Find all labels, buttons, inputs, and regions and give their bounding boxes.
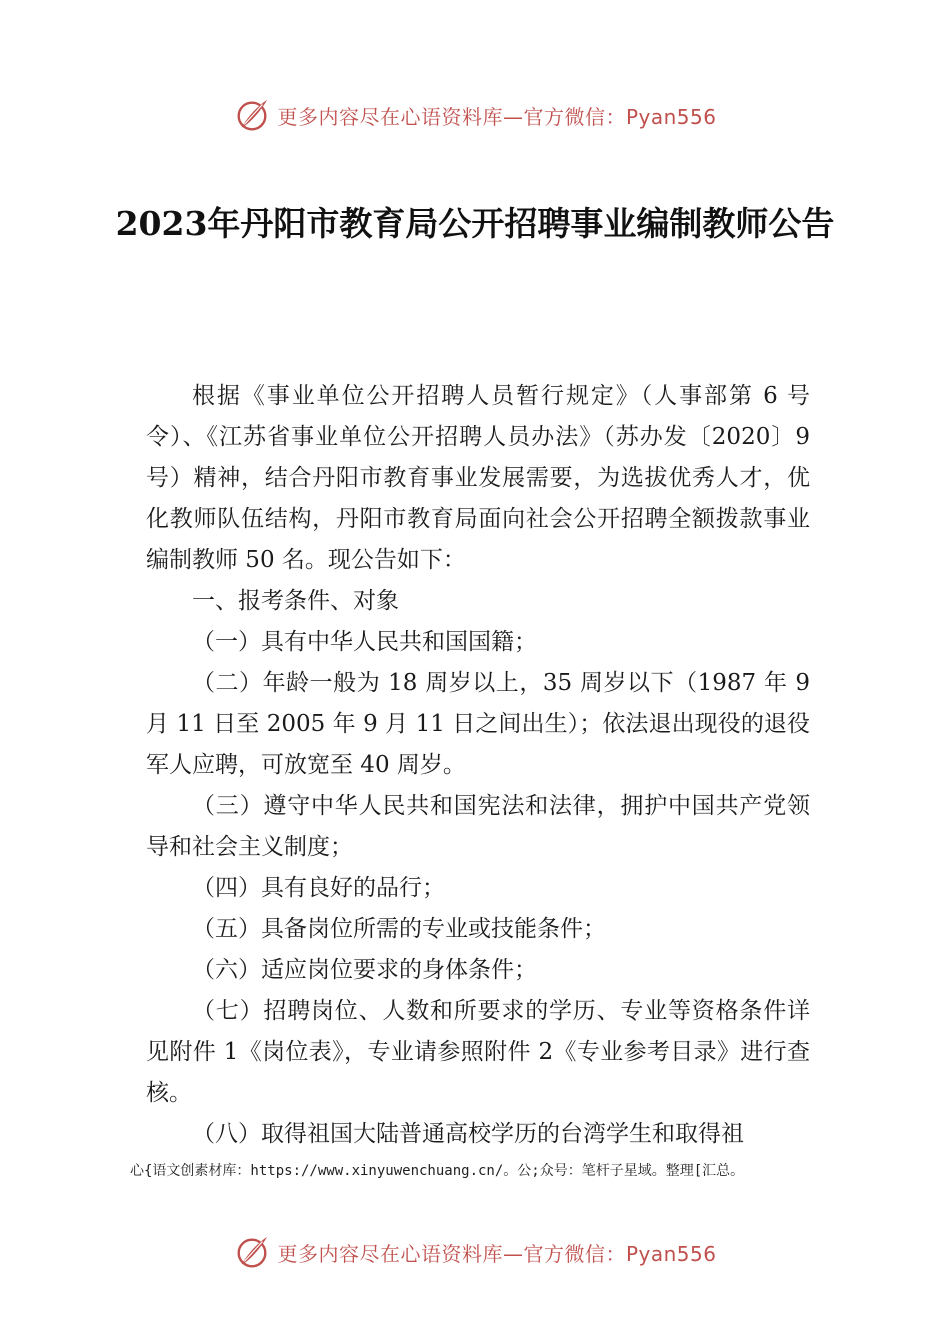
condition-item: （四）具有良好的品行； bbox=[192, 875, 445, 901]
banner-text: 更多内容尽在心语资料库—官方微信：Pyan556 bbox=[277, 1241, 717, 1266]
footer-note: 心{语文创素材库：https://www.xinyuwenchuang.cn/。公;众号：笔杆子星域。整理[汇总。 bbox=[130, 1163, 745, 1179]
document-title: 2023年丹阳市教育局公开招聘事业编制教师公告 bbox=[115, 204, 835, 243]
top-banner bbox=[0, 95, 950, 135]
banner-text: 更多内容尽在心语资料库—官方微信：Pyan556 bbox=[277, 104, 717, 129]
condition-item: （六）适应岗位要求的身体条件； bbox=[192, 957, 537, 983]
intro-paragraph: 根据《事业单位公开招聘人员暂行规定》（人事部第 6 号令）、《江苏省事业单位公开招聘人员办法》（苏办发〔2020〕9 号）精神，结合丹阳市教育事业发展需要，为选拔优秀人才，优化教师队伍结构，丹阳市教育局面向社会公开招聘全额拨款事业编制教师 50 名。现公告如下： bbox=[146, 383, 810, 573]
condition-item: （七）招聘岗位、人数和所要求的学历、专业等资格条件详见附件 1《岗位表》，专业请参照附件 2《专业参考目录》进行查核。 bbox=[146, 998, 810, 1106]
condition-item: （八）取得祖国大陆普通高校学历的台湾学生和取得祖 bbox=[192, 1121, 744, 1147]
document-body bbox=[146, 376, 810, 1155]
condition-item: （一）具有中华人民共和国国籍； bbox=[192, 629, 537, 655]
feather-pen-logo-icon bbox=[233, 96, 271, 134]
bottom-banner bbox=[0, 1232, 950, 1272]
condition-item: （五）具备岗位所需的专业或技能条件； bbox=[192, 916, 606, 942]
feather-pen-logo-icon bbox=[233, 1233, 271, 1271]
section-heading: 一、报考条件、对象 bbox=[192, 588, 399, 614]
condition-item: （三）遵守中华人民共和国宪法和法律，拥护中国共产党领导和社会主义制度； bbox=[146, 793, 810, 860]
condition-item: （二）年龄一般为 18 周岁以上，35 周岁以下（1987 年 9 月 11 日至 2005 年 9 月 11 日之间出生）；依法退出现役的退役军人应聘，可放宽至 40 周岁。 bbox=[146, 670, 810, 778]
